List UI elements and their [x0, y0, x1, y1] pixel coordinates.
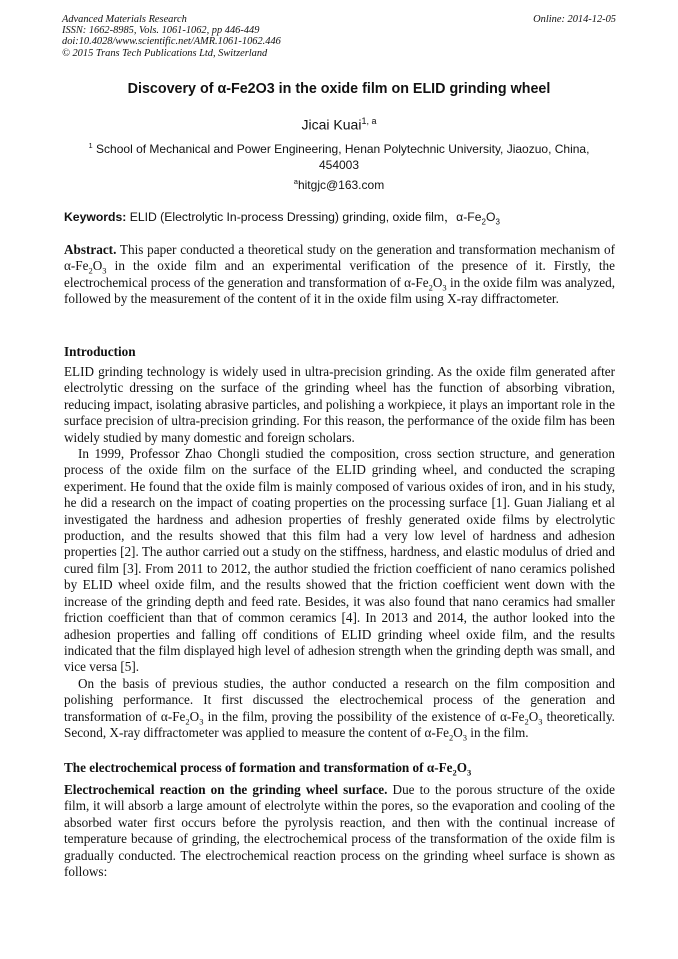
formula-fe2o3: $\alpha-Fe_2O_3$ — [404, 274, 447, 293]
paragraph: In 1999, Professor Zhao Chongli studied the composition, cross section structure, and generation process of the oxide film on the surface of the ELID grinding wheel, and conducted the scraping experiment. He found that the oxide film is mainly composed of various oxides of iron, and in his study, he did a research on the impact of coating properties on the processing surface [1]. Guan Jialiang et al investigated the hardness and adhesion properties of freshly generated oxide films by electrolytic production, and the results showed that this film had a very low level of hardness and adhesion properties [2]. The author carried out a study on the stiffness, hardness, and elastic modulus of dried and cured film [3]. From 2011 to 2012, the author studied the friction coefficient of nano ceramics polished by ELID wheel oxide film, and the results showed that the friction coefficient went down with the increase of the grinding depth and feed rate. Besides, it was also found that nano ceramics had smaller friction coefficient than that of common ceramics [4]. In 2013 and 2014, the author looked into the adhesion properties and falling off conditions of ELID grinding wheel oxide film, and the results indicated that the film displayed high level of adhesion strength when the grinding depth was small, and vice versa [5]. — [64, 446, 615, 675]
email-mark: a — [293, 177, 298, 186]
affiliation — [76, 138, 602, 173]
section2-body — [64, 782, 615, 880]
affiliation-mark: 1 — [88, 141, 93, 150]
section-heading-electrochemical: The electrochemical process of formation and transformation of $\alpha-Fe_2O_3$ — [64, 760, 472, 778]
journal-name: Advanced Materials Research — [62, 14, 187, 25]
journal-header — [62, 14, 616, 59]
author-mark: 1, a — [361, 116, 377, 126]
abstract-label: Abstract. — [64, 242, 117, 257]
paragraph: On the basis of previous studies, the author conducted a research on the film composition and polishing performance. It first discussed the electrochemical process of the generation and transformation of $\alpha-Fe_2O_3$ in the film, proving the possibility of the existence of $\alpha-Fe_2O_3$ theoretically. Second, X-ray diffractometer was applied to measure the content of $\alpha-Fe_2O_3$ in the film. — [64, 675, 615, 743]
formula-fe2o3: $\alpha-Fe_2O_3$ — [64, 258, 107, 277]
paragraph: Electrochemical reaction on the grinding wheel surface. Due to the porous structure of the oxide film, it will absorb a large amount of electrolyte within the pores, so the evaporation and cooling of the absorbed water first occurs before the pyrolysis reaction, and then with the continual increase of temperature because of grinding, the electrochemical process of the transformation of the oxide film is gradually conducted. The electrochemical reaction process on the grinding wheel surface is shown as follows: — [64, 782, 615, 880]
keywords-text: ELID (Electrolytic In-process Dressing) grinding, oxide film， — [126, 210, 457, 224]
keywords — [64, 209, 618, 230]
affiliation-text: School of Mechanical and Power Engineering, Henan Polytechnic University, Jiaozuo, China, 454003 — [92, 142, 590, 172]
formula-fe2o3: $\alpha-Fe_2O_3$ — [499, 708, 543, 727]
formula-fe2o3: $\alpha-Fe_2O_3$ — [426, 760, 472, 778]
formula-fe2o3: $\alpha-Fe_2O_3$ — [160, 708, 204, 727]
author-line — [40, 112, 638, 134]
formula-fe2o3: $\alpha-Fe_2O_3$ — [424, 724, 467, 743]
section-heading-introduction: Introduction — [64, 344, 136, 359]
online-date: Online: 2014-12-05 — [533, 14, 616, 25]
introduction-body — [64, 364, 615, 741]
email-address: hitgjc@163.com — [297, 178, 385, 192]
paragraph: ELID grinding technology is widely used in ultra-precision grinding. As the oxide film generated after electrolytic dressing on the surface of the grinding wheel has the function of absorbing vibration, reducing impact, isolating abrasive particles, and polishing a workpiece, it plays an important role in the surface precision of ultra-precision grinding. For this reason, the performance of the oxide film has been widely studied by many domestic and foreign scholars. — [64, 364, 615, 445]
journal-doi: doi:10.4028/www.scientific.net/AMR.1061-1062.446 — [62, 36, 281, 48]
paper-title: Discovery of α-Fe2O3 in the oxide film on ELID grinding wheel — [127, 81, 551, 97]
formula-fe2o3: $\alpha-Fe_2O_3$ — [456, 210, 500, 227]
abstract: Abstract. This paper conducted a theoretical study on the generation and transformation mechanism of $\alpha-Fe_2O_3$ in the oxide film and an experimental verification of the presence of it. Firstly, the electrochemical process of the generation and transformation of $\alpha-Fe_2O_3$ in the oxide film was analyzed, followed by the measurement of the content of it in the oxide film using X-ray diffractometer. — [64, 242, 615, 307]
keywords-label: Keywords: — [64, 210, 127, 224]
author-name: Jicai Kuai — [301, 116, 362, 133]
journal-issn: ISSN: 1662-8985, Vols. 1061-1062, pp 446-449 — [62, 25, 260, 37]
run-in-heading: Electrochemical reaction on the grinding wheel surface. — [64, 782, 388, 797]
journal-copyright: © 2015 Trans Tech Publications Ltd, Switzerland — [62, 47, 268, 59]
email-line — [40, 174, 638, 193]
